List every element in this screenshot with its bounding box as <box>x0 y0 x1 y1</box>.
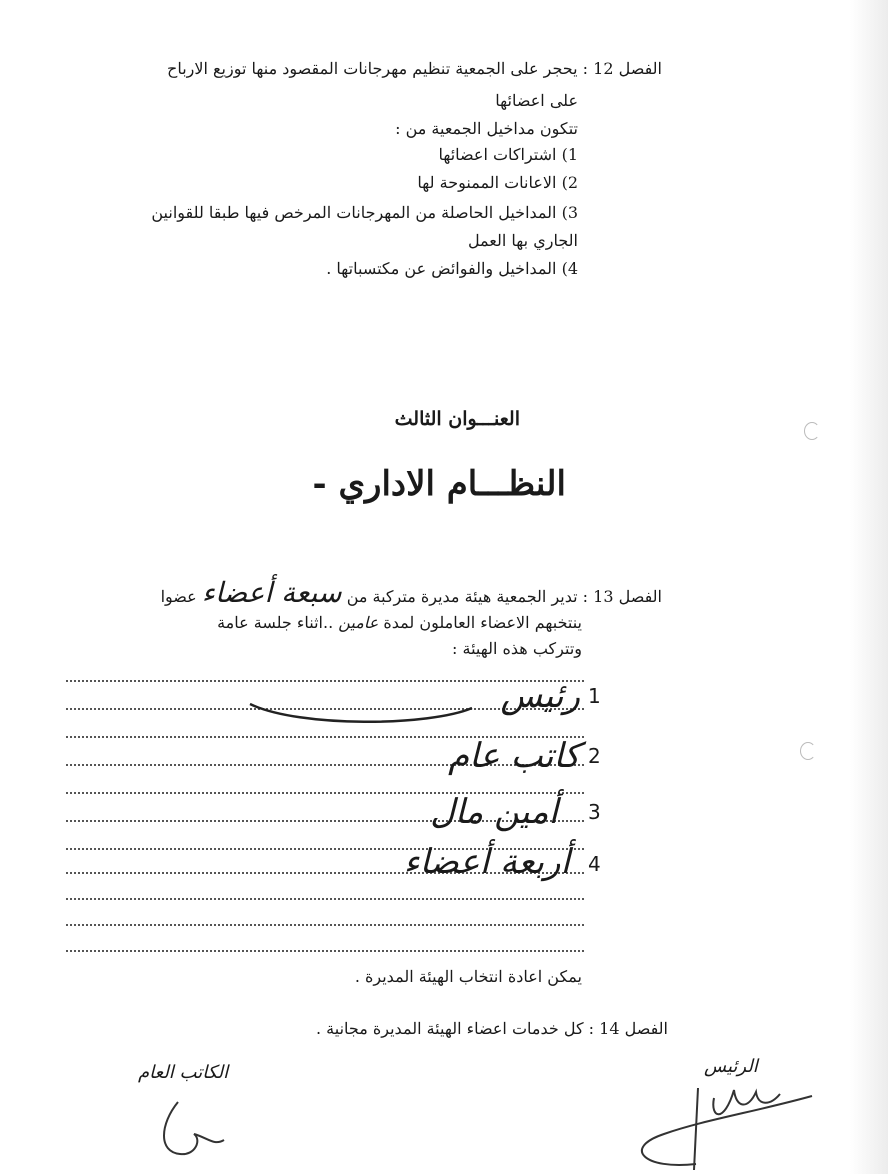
article13-line1-prefix: الفصل 13 : تدير الجمعية هيئة مديرة متركبة من <box>346 587 662 606</box>
handwritten-member-role: أربعة أعضاء <box>403 842 570 882</box>
dotted-line <box>66 924 584 926</box>
handwritten-member-count: سبعة أعضاء <box>201 576 342 609</box>
article13-line2 <box>217 612 582 634</box>
article13-line2-prefix: ينتخبهم الاعضاء العاملون لمدة <box>383 613 582 632</box>
article13-line3: وتتركب هذه الهيئة : <box>452 639 582 658</box>
secretary-signature-label: الكاتب العام <box>138 1062 229 1083</box>
member-number: 4 <box>588 852 601 876</box>
member-number: 2 <box>588 744 601 768</box>
dotted-line <box>66 950 584 952</box>
reelection-note: يمكن اعادة انتخاب الهيئة المديرة . <box>354 967 582 986</box>
member-number: 3 <box>588 800 601 824</box>
president-signature-label: الرئيس <box>704 1056 758 1077</box>
handwritten-member-role: رئيس <box>500 676 580 716</box>
page-edge-shadow <box>850 0 888 1174</box>
president-signature <box>624 1078 824 1174</box>
section-heading: العنـــوان الثالث <box>394 408 520 430</box>
revenue-item-2: 2) الاعانات الممنوحة لها <box>417 173 578 192</box>
revenue-item-1: 1) اشتراكات اعضائها <box>438 145 578 164</box>
article13-line2-suffix: ..اثناء جلسة عامة <box>217 613 334 632</box>
article12-line1: الفصل 12 : يحجر على الجمعية تنظيم مهرجانات المقصود منها توزيع الارباح <box>166 59 662 78</box>
revenue-item-4: 4) المداخيل والفوائض عن مكتسباتها . <box>326 259 578 278</box>
punch-hole-mark <box>800 742 816 760</box>
dotted-line <box>66 898 584 900</box>
handwriting-underline <box>240 690 480 730</box>
punch-hole-mark <box>804 422 820 440</box>
handwritten-term: عامين <box>338 613 379 632</box>
revenue-intro: تتكون مداخيل الجمعية من : <box>395 119 578 138</box>
article12-line2: على اعضائها <box>495 91 578 110</box>
revenue-item-3: 3) المداخيل الحاصلة من المهرجانات المرخص فيها طبقا للقوانين <box>151 203 578 222</box>
revenue-item-3-cont: الجاري بها العمل <box>467 231 578 250</box>
member-number: 1 <box>588 684 601 708</box>
secretary-signature <box>150 1094 230 1164</box>
article13-line1 <box>160 576 662 609</box>
article13-line1-suffix: عضوا <box>160 587 197 606</box>
handwritten-member-role: أمين مال <box>430 792 558 832</box>
article14-text: الفصل 14 : كل خدمات اعضاء الهيئة المديرة مجانية . <box>315 1019 668 1038</box>
section-title: النظـــام الاداري - <box>312 464 566 504</box>
handwritten-member-role: كاتب عام <box>448 736 580 776</box>
